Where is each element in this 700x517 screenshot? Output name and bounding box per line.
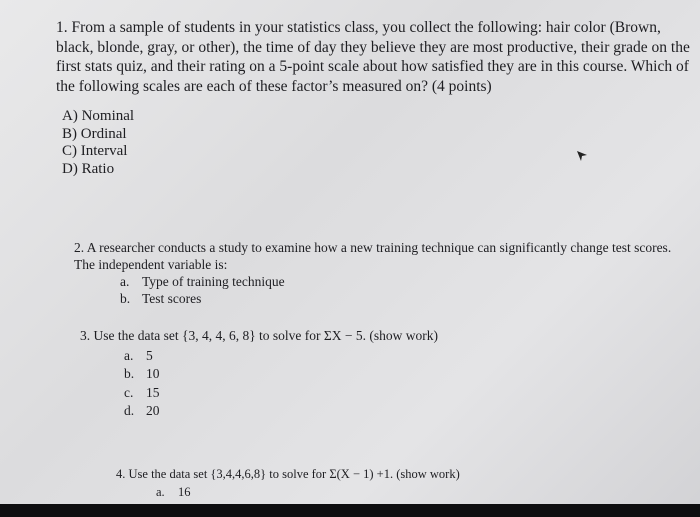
question-2-options: [120, 273, 684, 307]
question-2: [74, 239, 684, 307]
question-4-number: 4.: [116, 467, 126, 481]
question-2-number: 2.: [74, 240, 85, 255]
question-1-options: [62, 108, 696, 178]
list-item: a. Type of training technique: [120, 274, 285, 289]
question-4-options: [156, 483, 676, 501]
question-4-text: Use the data set {3,4,4,6,8} to solve for Σ(X − 1) +1. (show work): [128, 467, 460, 481]
list-item: d. 20: [124, 403, 160, 418]
list-item: a. 16: [156, 485, 191, 499]
list-item: b. Test scores: [120, 291, 202, 306]
list-item: c. 15: [124, 384, 160, 400]
question-3: [80, 327, 640, 421]
question-3-number: 3.: [80, 328, 91, 343]
list-item: b. 10: [124, 366, 160, 381]
question-3-text: Use the data set {3, 4, 4, 6, 8} to solve for ΣX − 5. (show work): [93, 328, 439, 343]
question-4: [116, 465, 676, 501]
mouse-cursor-icon: [576, 150, 588, 162]
question-2-text: A researcher conducts a study to examine how a new training technique can significantly change test scores. The independent variable is:: [74, 240, 672, 272]
option-interval: C) Interval: [62, 143, 128, 159]
question-3-options: [124, 347, 640, 421]
question-1: [56, 18, 696, 178]
question-1-text: 1. From a sample of students in your statistics class, you collect the following: hair color (Brown, black, blonde, gray, or other), the time of day they believe they are most productive, their grade on the first stats quiz, and their rating on a 5-point scale about how satisfied they are in this course. Which of the following scales are each of these factor’s measured on? (4 points): [56, 19, 690, 95]
list-item: a. 5: [124, 347, 153, 363]
option-ratio: D) Ratio: [62, 160, 115, 177]
option-nominal: A) Nominal: [62, 108, 135, 124]
screen-edge-bar: [0, 504, 700, 517]
option-ordinal: B) Ordinal: [62, 125, 127, 142]
